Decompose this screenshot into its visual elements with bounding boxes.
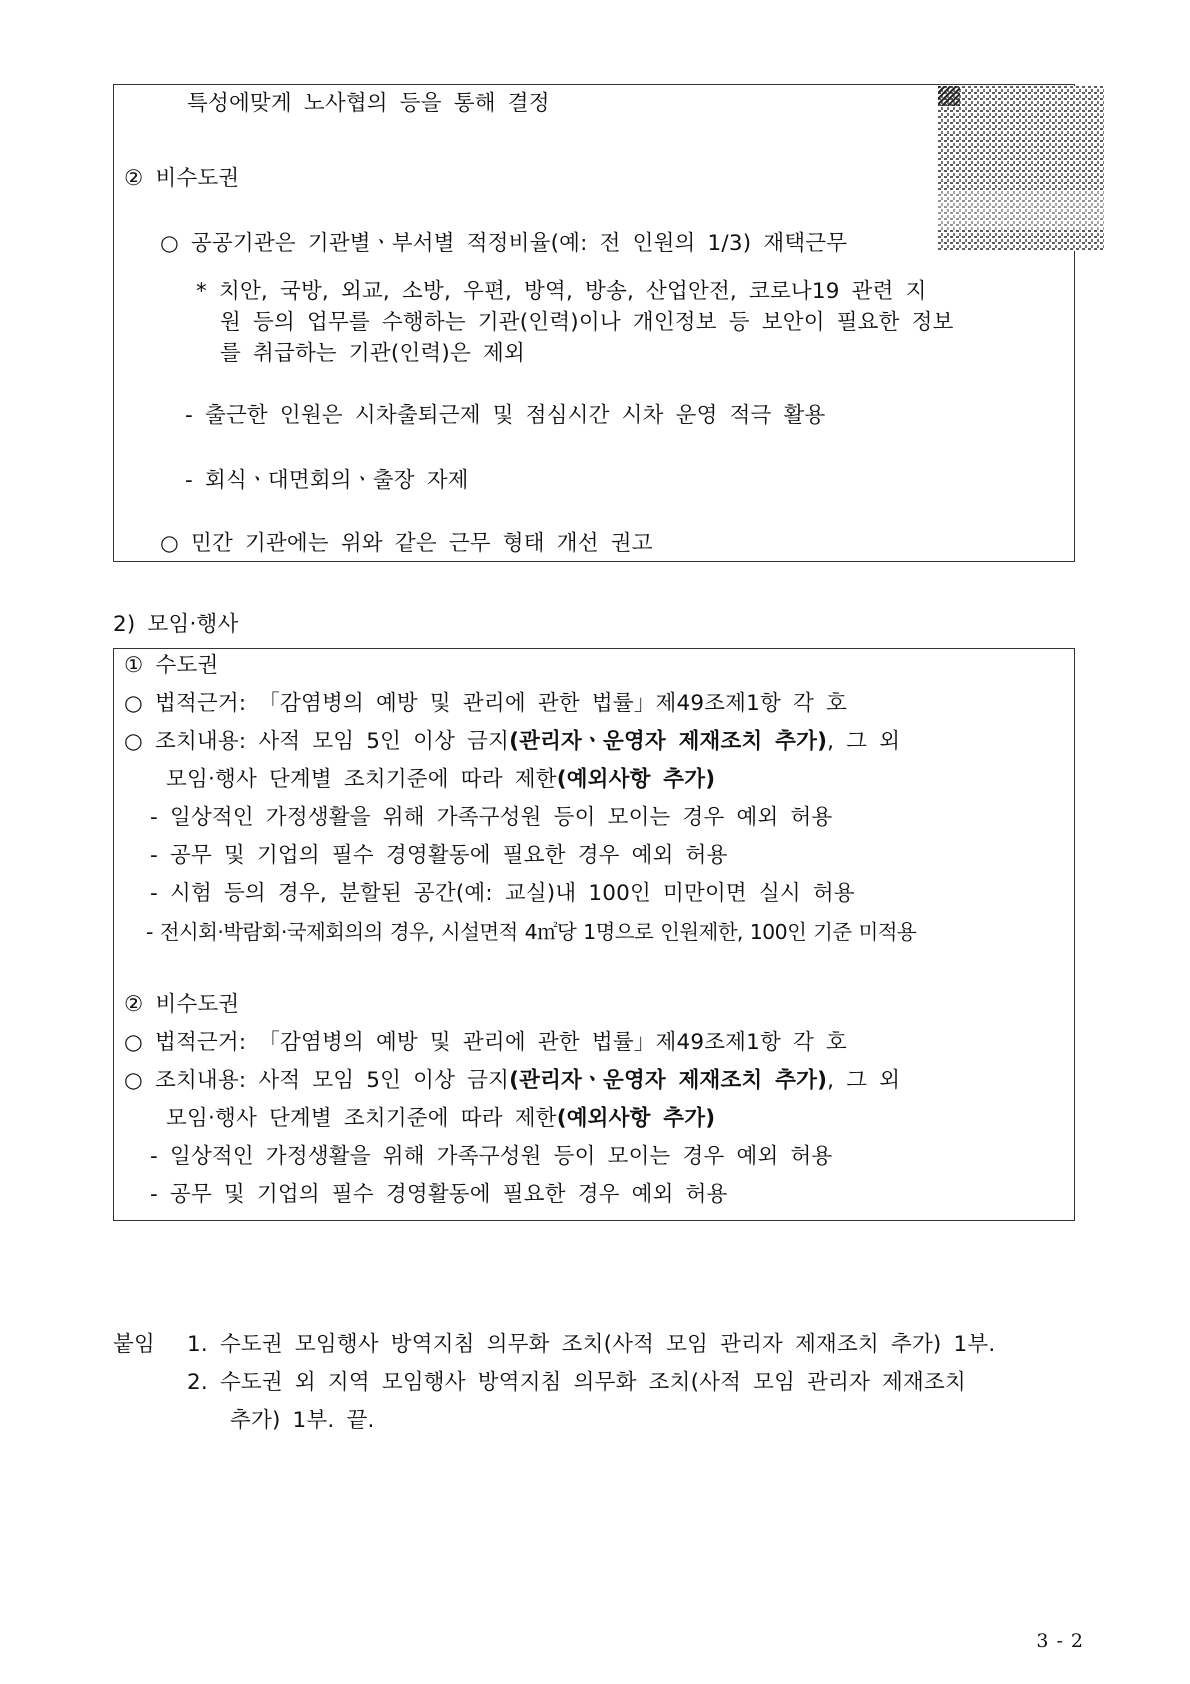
metro-measure-emphasis: (관리자ㆍ운영자 제재조치 추가): [509, 729, 828, 754]
heading-non-metro-work: ② 비수도권: [124, 166, 240, 191]
note-exception-line3: 를 취급하는 기관(인력)은 제외: [220, 341, 525, 366]
nonmetro-exception-emphasis: (예외사항 추가): [556, 1106, 716, 1131]
nonmetro-dash-business: - 공무 및 기업의 필수 경영활동에 필요한 경우 예외 허용: [150, 1182, 728, 1207]
section-title-gatherings: 2) 모임‧행사: [113, 612, 239, 637]
metro-legal-basis: ○ 법적근거: 「감염병의 예방 및 관리에 관한 법률」제49조제1항 각 호: [124, 691, 848, 716]
attachment-item-1: 1. 수도권 모임행사 방역지침 의무화 조치(사적 모임 관리자 제재조치 추가) 1부.: [187, 1332, 996, 1357]
heading-metro: ① 수도권: [124, 653, 219, 678]
metro-exception-emphasis: (예외사항 추가): [556, 767, 716, 792]
attachment-item-2-line1: 2. 수도권 외 지역 모임행사 방역지침 의무화 조치(사적 모임 관리자 제재조치: [187, 1370, 966, 1395]
bullet-private-institutions: ○ 민간 기관에는 위와 같은 근무 형태 개선 권고: [160, 531, 653, 556]
nonmetro-measure-emphasis: (관리자ㆍ운영자 제재조치 추가): [509, 1068, 828, 1093]
seal-pattern: [938, 86, 1104, 251]
metro-measure-line1: ○ 조치내용: 사적 모임 5인 이상 금지(관리자ㆍ운영자 제재조치 추가), 그 외: [124, 729, 901, 754]
line-continued: 특성에맞게 노사협의 등을 통해 결정: [187, 91, 550, 116]
bullet-public-institutions: ○ 공공기관은 기관별ㆍ부서별 적정비율(예: 전 인원의 1/3) 재택근무: [160, 231, 848, 256]
metro-measure-line2: 모임‧행사 단계별 조치기준에 따라 제한(예외사항 추가): [166, 767, 716, 792]
nonmetro-legal-basis: ○ 법적근거: 「감염병의 예방 및 관리에 관한 법률」제49조제1항 각 호: [124, 1030, 848, 1055]
dash-refrain-gatherings: - 회식ㆍ대면회의ㆍ출장 자제: [185, 468, 469, 493]
attachment-item-2-line2: 추가) 1부. 끝.: [230, 1408, 375, 1433]
heading-non-metro: ② 비수도권: [124, 992, 240, 1017]
dash-staggered-hours: - 출근한 인원은 시차출퇴근제 및 점심시간 시차 운영 적극 활용: [185, 403, 826, 428]
page-number: 3 - 2: [1036, 1630, 1084, 1652]
attachment-label: 붙임: [113, 1332, 155, 1357]
nonmetro-measure-line2: 모임‧행사 단계별 조치기준에 따라 제한(예외사항 추가): [166, 1106, 716, 1131]
note-exception-line2: 원 등의 업무를 수행하는 기관(인력)이나 개인정보 등 보안이 필요한 정보: [220, 310, 954, 335]
metro-dash-exhibition: - 전시회‧박람회‧국제회의의 경우, 시설면적 4㎡당 1명으로 인원제한, 100인 기준 미적용: [146, 920, 917, 944]
nonmetro-measure-line1: ○ 조치내용: 사적 모임 5인 이상 금지(관리자ㆍ운영자 제재조치 추가), 그 외: [124, 1068, 901, 1093]
nonmetro-dash-family: - 일상적인 가정생활을 위해 가족구성원 등이 모이는 경우 예외 허용: [150, 1144, 833, 1169]
metro-dash-family: - 일상적인 가정생활을 위해 가족구성원 등이 모이는 경우 예외 허용: [150, 805, 833, 830]
note-exception-line1: * 치안, 국방, 외교, 소방, 우편, 방역, 방송, 산업안전, 코로나19 관련 지: [196, 279, 927, 304]
metro-dash-business: - 공무 및 기업의 필수 경영활동에 필요한 경우 예외 허용: [150, 843, 728, 868]
metro-dash-exam: - 시험 등의 경우, 분할된 공간(예: 교실)내 100인 미만이면 실시 허용: [150, 881, 855, 906]
